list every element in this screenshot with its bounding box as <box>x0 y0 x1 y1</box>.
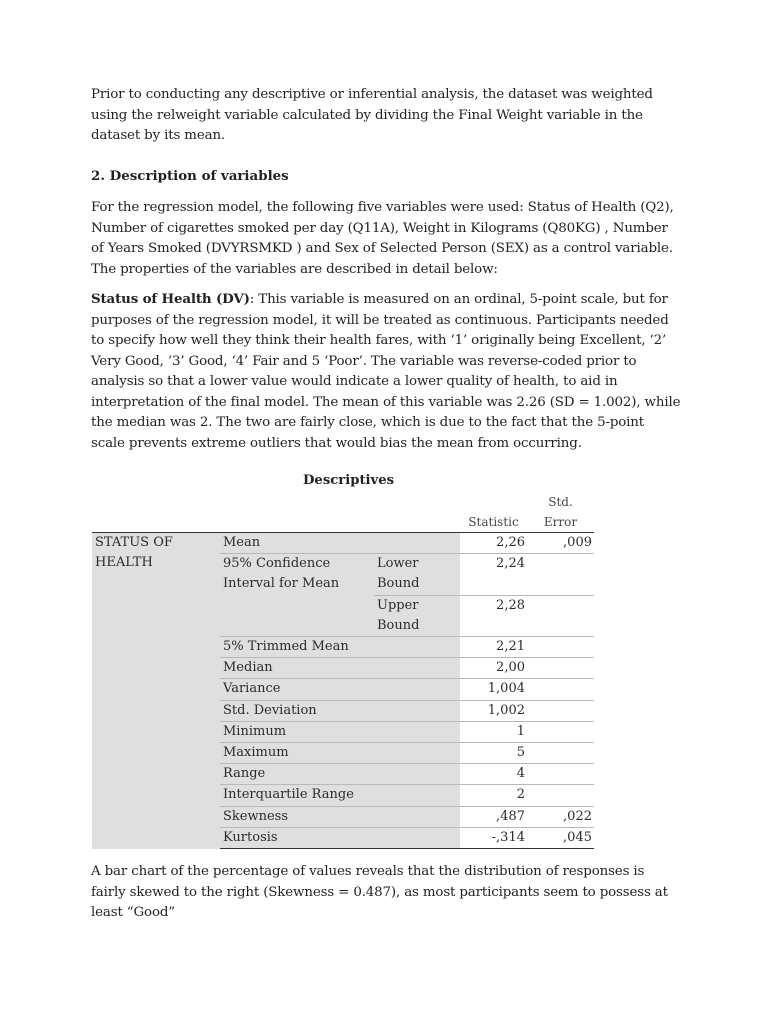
row-label-ci: 95% Confidence Interval for Mean <box>220 554 374 637</box>
descriptives-table <box>92 492 594 849</box>
closing-paragraph: A bar chart of the percentage of values reveals that the distribution of responses is fairly skewed to the right (Skewness = 0.487), as most participants seem to possess at least “Good” <box>91 864 668 920</box>
table-header-row <box>92 492 594 533</box>
stat-trimmed-mean: 2,21 <box>460 637 527 658</box>
row-label-iqr: Interquartile Range <box>220 785 460 806</box>
variable-label: STATUS OF HEALTH <box>92 533 220 849</box>
variables-paragraph: For the regression model, the following five variables were used: Status of Health (Q2), Number of cigarettes smoked per day (Q11A), Weight in Kilograms (Q80KG) , Number of Years Smoked (DVYRSMKD ) and Sex of Selected Person (SEX) as a control variable. The properties of the variables are described in detail below: <box>91 200 674 277</box>
se-kurtosis: ,045 <box>527 827 594 848</box>
table-title: Descriptives <box>303 473 395 488</box>
dv-label: Status of Health (DV) <box>91 291 250 307</box>
row-label-minimum: Minimum <box>220 721 460 742</box>
dv-paragraph <box>91 289 681 454</box>
stat-upper-bound: 2,28 <box>460 595 527 636</box>
row-label-std-deviation: Std. Deviation <box>220 700 460 721</box>
dv-text: : This variable is measured on an ordinal, 5-point scale, but for purposes of the regression model, it will be treated as continuous. Participants needed to specify how well they think their health fares, with ‘1’ originally being Excellent, ‘2’ Very Good, ‘3’ Good, ‘4’ Fair and 5 ‘Poor’. The variable was reverse-coded prior to analysis so that a lower value would indicate a lower quality of health, to aid in interpretation of the final model. The mean of this variable was 2.26 (SD = 1.002), while the median was 2. The two are fairly close, which is due to the fact that the 5-point scale prevents extreme outliers that would bias the mean from occurring. <box>91 292 681 451</box>
stat-iqr: 2 <box>460 785 527 806</box>
row-label-skewness: Skewness <box>220 806 460 827</box>
row-label-range: Range <box>220 764 460 785</box>
stat-median: 2,00 <box>460 658 527 679</box>
stat-lower-bound: 2,24 <box>460 554 527 595</box>
col-header-std-error: Std. Error <box>543 495 578 529</box>
stat-mean: 2,26 <box>460 533 527 554</box>
stat-std-deviation: 1,002 <box>460 700 527 721</box>
se-mean: ,009 <box>527 533 594 554</box>
row-label-upper-bound: Upper Bound <box>374 595 460 636</box>
row-label-kurtosis: Kurtosis <box>220 827 460 848</box>
stat-kurtosis: -,314 <box>460 827 527 848</box>
table-row <box>92 533 594 554</box>
col-header-statistic: Statistic <box>468 515 519 529</box>
row-label-lower-bound: Lower Bound <box>374 554 460 595</box>
stat-maximum: 5 <box>460 743 527 764</box>
row-label-variance: Variance <box>220 679 460 700</box>
stat-variance: 1,004 <box>460 679 527 700</box>
se-skewness: ,022 <box>527 806 594 827</box>
row-label-maximum: Maximum <box>220 743 460 764</box>
row-label-mean: Mean <box>220 533 460 554</box>
stat-skewness: ,487 <box>460 806 527 827</box>
row-label-median: Median <box>220 658 460 679</box>
row-label-trimmed-mean: 5% Trimmed Mean <box>220 637 460 658</box>
intro-paragraph: Prior to conducting any descriptive or inferential analysis, the dataset was weighted using the relweight variable calculated by dividing the Final Weight variable in the dataset by its mean. <box>91 87 653 143</box>
section-heading: 2. Description of variables <box>91 168 289 184</box>
stat-range: 4 <box>460 764 527 785</box>
stat-minimum: 1 <box>460 721 527 742</box>
